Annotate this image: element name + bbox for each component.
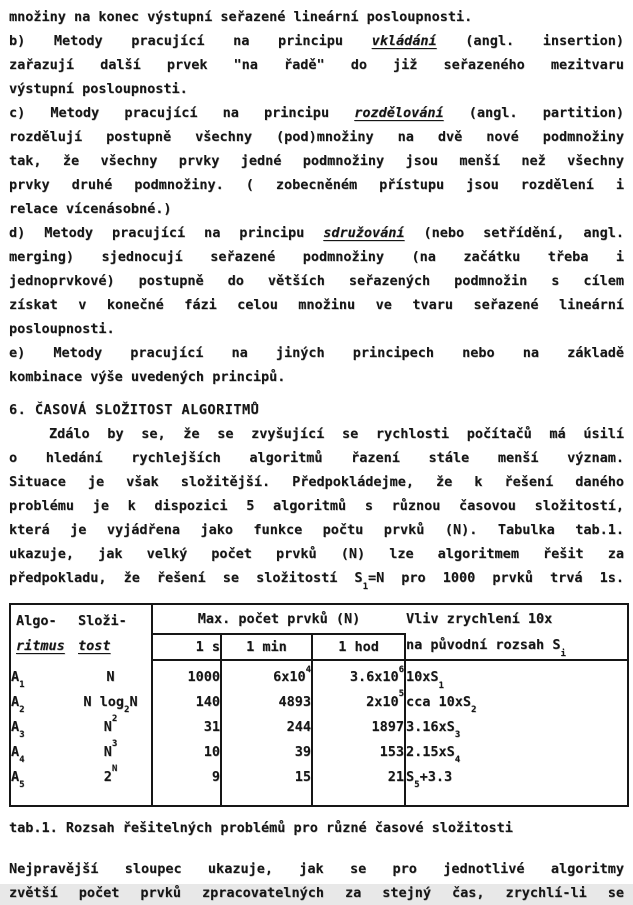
- speedup-effect: $2.15xS_4$: [406, 743, 461, 766]
- section-heading: 6. ČASOVÁ SLOŽITOST ALGORITMŮ: [9, 402, 260, 418]
- text-line: ukazuje, jak velký počet prvků (N) lze algoritmem řešit za: [9, 546, 624, 562]
- table-row: [10, 689, 628, 714]
- header-max-pocet-prvku: Max. počet prvků (N): [152, 604, 405, 634]
- table-row: [10, 739, 628, 764]
- speedup-effect: $3.16xS_3$: [406, 718, 461, 741]
- max-n-1min: $6x10^4$: [221, 660, 312, 689]
- text-line: problému je k dispozici 5 algoritmů s různou časovou složitostí,: [9, 498, 624, 514]
- text-line: d) Metody pracující na principu sdružování (nebo setřídění, angl.: [9, 225, 624, 241]
- complexity-function: N: [70, 660, 152, 689]
- table-row: [10, 764, 628, 806]
- speedup-effect: cca $10xS_2$: [406, 693, 477, 716]
- text-line: zařazují další prvek "na řadě" do již seřazeného mezitvaru: [9, 57, 624, 73]
- max-n-1min: 39: [221, 739, 312, 764]
- complexity-table: [9, 603, 629, 807]
- text-line: e) Metody pracující na jiných principech nebo na základě: [9, 345, 624, 361]
- paragraph-sorting-methods: [9, 5, 624, 389]
- algorithm-id: $A_1$: [11, 668, 25, 691]
- max-n-1s: 140: [152, 689, 221, 714]
- header-vliv-line: Vliv zrychlení 10x: [406, 611, 553, 627]
- speedup-effect: $S_5+3.3$: [406, 768, 453, 791]
- algorithm-id: $A_3$: [11, 718, 25, 741]
- max-n-1s: 10: [152, 739, 221, 764]
- max-n-1s: 1000: [152, 660, 221, 689]
- header-vliv-zrychleni: [405, 604, 628, 660]
- text-line: výstupní posloupnosti.: [9, 81, 188, 97]
- table-row: [10, 660, 628, 689]
- header-slozitost: tost: [78, 638, 111, 654]
- max-n-1hod: 153: [312, 739, 405, 764]
- text-line: předpokladu, že řešení se složitostí $S_1=N$ pro 1000 prvků trvá 1s.: [9, 570, 624, 592]
- text-line: posloupnosti.: [9, 321, 115, 337]
- header-time-1hod: 1 hod: [312, 634, 405, 660]
- complexity-function: $2^N$: [70, 764, 152, 806]
- complexity-function: N $\log_2N$: [70, 689, 152, 714]
- header-algorithm-complexity: [10, 604, 152, 660]
- text-line: b) Metody pracující na principu vkládání (angl. insertion): [9, 33, 624, 49]
- algorithm-id: $A_5$: [11, 768, 25, 791]
- text-line: relace vícenásobné.): [9, 201, 172, 217]
- text-line: Nejpravější sloupec ukazuje, jak se pro jednotlivé algoritmy: [9, 861, 624, 877]
- text-line: kombinace výše uvedených principů.: [9, 369, 286, 385]
- text-line: prvky druhé podmnožiny. ( zobecněném přístupu jsou rozdělení i: [9, 177, 624, 193]
- complexity-function: $N^3$: [70, 739, 152, 764]
- text-line: Situace je však složitější. Předpokládejme, že k řešení daného: [9, 474, 624, 490]
- complexity-function: $N^2$: [70, 714, 152, 739]
- max-n-1hod: 21: [312, 764, 405, 806]
- max-n-1min: 15: [221, 764, 312, 806]
- text-line: zvětší počet prvků zpracovatelných za stejný čas, zrychlí-li se: [9, 885, 624, 901]
- text-line: Zdálo by se, že se zvyšující se rychlosti počítačů má úsilí: [49, 426, 624, 442]
- text-line: jednoprvkové) postupně do větších seřazených podmnožin s cílem: [9, 273, 624, 289]
- text-line: množiny na konec výstupní seřazené lineární posloupnosti.: [9, 9, 473, 25]
- max-n-1min: 244: [221, 714, 312, 739]
- text-line: merging) sjednocují seřazené podmnožiny (na začátku třeba i: [9, 249, 624, 265]
- paragraph-complexity-intro: [9, 422, 624, 590]
- max-n-1hod: 1897: [312, 714, 405, 739]
- speedup-effect: $10xS_1$: [406, 669, 444, 691]
- text-line: c) Metody pracující na principu rozdělování (angl. partition): [9, 105, 624, 121]
- text-line: která je vyjádřena jako funkce počtu prvků (N). Tabulka tab.1.: [9, 522, 624, 538]
- text-line: tak, že všechny prvky jedné podmnožiny jsou menší než všechny: [9, 153, 624, 169]
- table-row: [10, 714, 628, 739]
- algorithm-id: $A_2$: [11, 693, 25, 716]
- max-n-1s: 9: [152, 764, 221, 806]
- algorithm-id: $A_4$: [11, 743, 25, 766]
- text-line: o hledání rychlejších algoritmů řazení stále menší význam.: [9, 450, 624, 466]
- max-n-1hod: $2x10^5$: [312, 689, 405, 714]
- header-slozitost: Složi-: [78, 613, 127, 629]
- header-time-1s: 1 s: [152, 634, 221, 660]
- header-time-1min: 1 min: [221, 634, 312, 660]
- header-vliv-line: na původní rozsah $S_i$: [406, 637, 566, 659]
- text-line: rozdělují postupně všechny (pod)množiny na dvě nové podmnožiny: [9, 129, 624, 145]
- paragraph-rightmost-column: [9, 857, 624, 905]
- max-n-1hod: $3.6x10^6$: [312, 660, 405, 689]
- text-line: získat v konečné fázi celou množinu ve tvaru seřazené lineární: [9, 297, 624, 313]
- table-caption: tab.1. Rozsah řešitelných problémů pro různé časové složitosti: [9, 820, 513, 836]
- header-algoritmus: Algo-: [16, 613, 57, 629]
- max-n-1s: 31: [152, 714, 221, 739]
- max-n-1min: 4893: [221, 689, 312, 714]
- header-algoritmus: ritmus: [16, 638, 65, 654]
